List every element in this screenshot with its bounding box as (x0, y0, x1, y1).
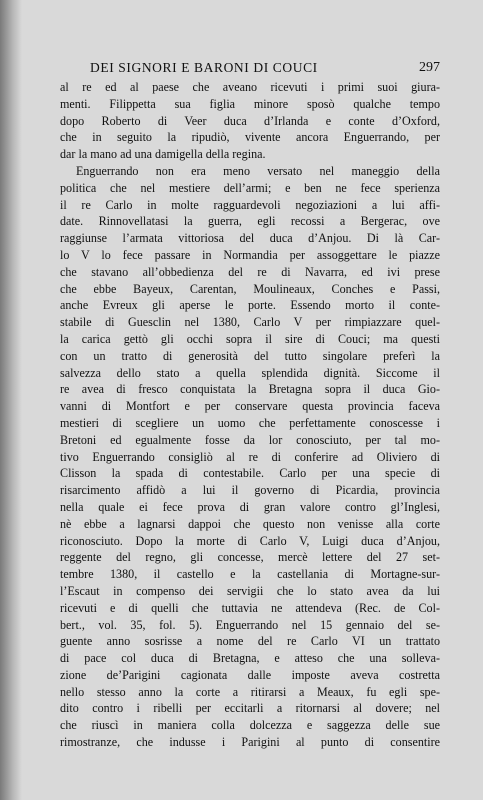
text-line: Enguerrando non era meno versato nel maneggio della (76, 163, 440, 178)
text-line: nè ebbe a lagnarsi dappoi che questo non venisse alla corte (60, 516, 440, 531)
paragraph-1 (60, 79, 440, 163)
text-line: vanni di Montfort e per conservare questa provincia faceva (60, 399, 440, 414)
text-line: che in seguito la ripudiò, vivente ancora Enguerrando, per (60, 130, 440, 145)
text-line: riconosciuto. Dopo la morte di Carlo V, Luigi duca d’Anjou, (60, 533, 440, 548)
page-gutter (0, 0, 22, 800)
text-line: Clisson la spada di contestabile. Carlo per una specie di (60, 466, 440, 481)
text-line: dito contro i ribelli per eccitarli a ritornarsi al dovere; nel (60, 701, 440, 716)
text-line: tivo Enguerrando consigliò al re di conferire ad Oliviero di (60, 449, 440, 464)
text-line: nella quale ei fece prova di gran valore contro gl’Inglesi, (60, 499, 440, 514)
text-line: dopo Roberto di Veer duca d’Irlanda e conte d’Oxford, (60, 113, 440, 128)
text-line: ricevuti e di quelli che tuttavia ne attendeva (Rec. de Col- (60, 600, 440, 615)
text-line: raggiunse l’armata vittoriosa del duca d’Anjou. Di là Car- (60, 231, 440, 246)
text-line: anche Evreux gli aperse le porte. Essendo morto il conte- (60, 298, 440, 313)
running-title: DEI SIGNORI E BARONI DI COUCI (90, 60, 318, 75)
text-line: Bretoni ed egualmente fosse da lor conosciuto, per tal mo- (60, 432, 440, 447)
text-line: risarcimento affidò a lui il governo di Picardia, provincia (60, 483, 440, 498)
text-line: menti. Filippetta sua figlia minore sposò qualche tempo (60, 96, 440, 111)
text-line: politica che nel mestiere dell’armi; e ben ne fece sperienza (60, 180, 440, 195)
text-line: salvezza dello stato a quella splendida dignità. Siccome il (60, 365, 440, 380)
page-header (60, 60, 440, 78)
text-line: mestieri di scegliere un uomo che perfettamente conoscesse i (60, 415, 440, 430)
text-line: nello stesso anno la corte a ritirarsi a Meaux, fu egli spe- (60, 684, 440, 699)
text-line: date. Rinnovellatasi la guerra, egli recossi a Bergerac, ove (60, 214, 440, 229)
page-number: 297 (419, 60, 440, 75)
text-line: bert., vol. 35, fol. 5). Enguerrando nel 15 gennaio del se- (60, 617, 440, 632)
paragraph-2 (60, 163, 440, 751)
text-line: tembre 1380, il castello e la castellania di Mortagne-sur- (60, 567, 440, 582)
text-line: dar la mano ad una damigella della regina. (60, 147, 266, 162)
text-line: il re Carlo in molte ragguardevoli negoziazioni a lui affi- (60, 197, 440, 212)
text-line: al re ed al paese che aveano ricevuti i primi suoi giura- (60, 80, 440, 94)
text-line: lo V lo fece passare in Normandia per assoggettare le piazze (60, 247, 440, 262)
text-line: l’Escaut in compenso dei servigii che lo stato avea da lui (60, 583, 440, 598)
text-line: di pace col duca di Bretagna, e atteso che una solleva- (60, 651, 440, 666)
text-line: rimostranze, che indusse i Parigini al punto di consentire (60, 735, 440, 750)
text-line: reggente del regno, gli concesse, mercè lettere del 27 set- (60, 550, 440, 565)
text-line: la carica gettò gli occhi sopra il sire di Couci; ma questi (60, 331, 440, 346)
text-line: guente anno sosrisse a nome del re Carlo VI un trattato (60, 634, 440, 649)
text-line: che riuscì in maniera colla dolcezza e saggezza delle sue (60, 718, 440, 733)
body-text (60, 79, 440, 751)
text-line: che stavano all’obbedienza del re di Navarra, ed ivi prese (60, 264, 440, 279)
text-line: con un tratto di generosità del tutto singolare preferì la (60, 348, 440, 363)
text-line: stabile di Guesclin nel 1380, Carlo V per rimpiazzare quel- (60, 315, 440, 330)
text-line: zione de’Parigini cagionata dalle imposte aveva costretta (60, 667, 440, 682)
text-line: che ebbe Bayeux, Carentan, Moulineaux, Conches e Passi, (60, 281, 440, 296)
text-line: re avea di fresco conquistata la Bretagna sopra il duca Gio- (60, 382, 440, 397)
